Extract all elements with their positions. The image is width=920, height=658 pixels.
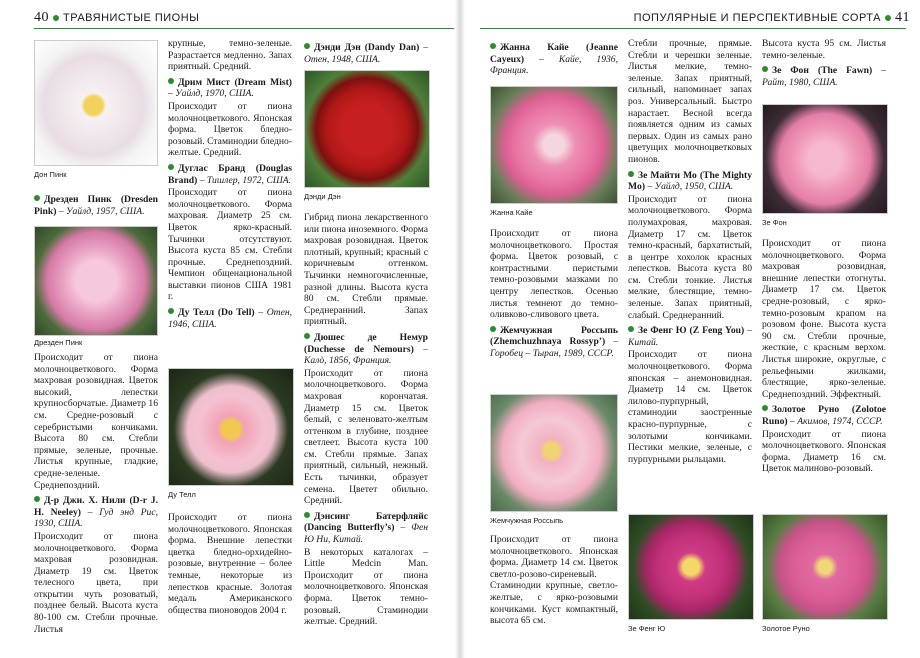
caption-ze-fon: Зе Фон — [762, 218, 787, 227]
photo-du-tell — [168, 368, 294, 486]
column-1 — [34, 190, 158, 218]
column-5 — [628, 38, 752, 469]
photo-dresden-pink — [34, 226, 158, 336]
caption-du-tell: Ду Телл — [168, 490, 196, 499]
header-dot-icon — [53, 15, 59, 21]
column-4 — [490, 38, 618, 78]
column-4-text-2 — [490, 534, 618, 631]
caption-zhemchuzhnaya: Жемчужная Россыпь — [490, 516, 564, 525]
entry-text-dream-mist: Происходит от пиона молочноцветкового. Японская форма. Цветок бледно-розовый. Стаминодии бледно-желтые. Средний. — [168, 100, 292, 159]
entry-text-nemours: Происходит от пиона молочноцветкового. Форма махровая корончатая. Диаметр 15 см. Цветок белый, с зеленовато-желтым оттенком в глубине, позднее светлеет. Высота куста 100 см. Стебли прямые. Запах приятный, сильный, нежный. Есть тычинки, образует семена. Цветет обильно. Средний. — [304, 367, 428, 507]
entry-text-neeley: Происходит от пиона молочноцветкового. Форма махровая розовидная. Диаметр 19 см. Цветок телесного цвета, при открытии чуть розоватый, позднее белый. Высота куста 80-100 см. Стебли прочные. Листья — [34, 530, 158, 635]
bullet-icon — [304, 43, 310, 49]
entry-title-douglas: Дуглас Бранд (Douglas Brand) – Тишлер, 1972, США. — [168, 162, 292, 186]
caption-zolotoe-runo: Золотое Руно — [762, 624, 810, 633]
header-dot-icon — [885, 15, 891, 21]
left-header-rule — [34, 28, 454, 29]
caption-dandy-dan: Дэнди Дэн — [304, 192, 341, 201]
caption-ze-feng-yu: Зе Фенг Ю — [628, 624, 666, 633]
entry-text-feng-you: Происходит от пиона молочноцветкового. Форма японская – анемоновидная. Диаметр 14 см. Цветок лилово-пурпурный, стаминодии заостренные красно-пурпурные, с золотыми кончиками. Пестики мелкие, зеленые, с пурпурными рыльцами. — [628, 349, 752, 465]
entry-text-zolotoe-runo: Происходит от пиона молочноцветкового. Японская форма. Диаметр 16 см. Цветок малиново-розовый. — [762, 428, 886, 475]
caption-jeanne-cayeux: Жанна Кайе — [490, 208, 533, 217]
column-2 — [168, 38, 292, 331]
bullet-icon — [168, 308, 174, 314]
photo-ze-fon — [762, 104, 888, 214]
left-page-number: 40 — [34, 10, 49, 25]
left-section-title: ТРАВЯНИСТЫЕ ПИОНЫ — [63, 12, 200, 24]
bullet-icon — [628, 171, 634, 177]
column-3 — [304, 38, 428, 66]
entry-text-du-tell: Происходит от пиона молочноцветкового. Японская форма. Внешние лепестки цветка бледно-орхидейно-розовые, внутренние – более темные, некоторые из лепестков красные. Золотая медаль Американского общества пионоводов 2004 г. — [168, 512, 292, 616]
entry-title-neeley: Д-р Джи. Х. Нили (D-r J. H. Neeley) – Гуд энд Рис, 1930, США. — [34, 495, 159, 530]
bullet-icon — [34, 496, 40, 502]
entry-text-douglas: Происходит от пиона молочноцветкового. Форма махровая. Диаметр 25 см. Цветок ярко-красный. Тычинки отсутствуют. Высота куста 85 см. Стебли прочные. Среднепоздний. Чемпион общенациональной выставки пионов США 1981 г. — [168, 187, 292, 303]
entry-text-dandy-dan: Гибрид пиона лекарственного или пиона иноземного. Форма махровая розовидная. Цветок плотный, крупный; красный с коричневым оттенком. Тычинки немногочисленные, разной длины. Высота куста 80 см. Стебли прямые. Среднеранний. Запах приятный. — [304, 212, 429, 328]
bullet-icon — [168, 78, 174, 84]
right-page-header — [634, 10, 910, 26]
column-1-text — [34, 352, 158, 639]
photo-don-pink — [34, 40, 158, 166]
entry-title-dandy-dan: Дэнди Дэн (Dandy Dan) – Отен, 1948, США. — [304, 42, 428, 65]
entry-title-zolotoe-runo: Золотое Руно (Zolotoe Runo) – Акимов, 1974, СССР. — [762, 404, 886, 427]
entry-text-pearl: Происходит от пиона молочноцветкового. Японская форма. Диаметр 14 см. Цветок светло-розово-сиреневый. Стаминодии крупные, светло-желтые, с ярко-розовыми кончиками. Куст компактный, высота 65 см. — [490, 534, 618, 627]
bullet-icon — [762, 405, 768, 411]
photo-dandy-dan — [304, 70, 430, 188]
right-header-rule — [480, 28, 906, 29]
entry-text-dancing-butterfly: В некоторых каталогах – Little Medcin Man. Происходит от пиона молочноцветкового. Японская форма. Цветок темно-розовый. Стаминодии желтые. Средний. — [304, 546, 428, 628]
column-6 — [762, 38, 886, 89]
entry-title-pearl: Жемчужная Россыпь (Zhemchuzhnaya Rossyp’) – Горобец – Тыран, 1989, СССР. — [490, 324, 618, 359]
photo-zolotoe-runo — [762, 514, 888, 620]
column-4-text — [490, 228, 618, 361]
caption-dresden-pink: Дрезден Пинк — [34, 338, 83, 347]
entry-title-nemours: Дюшес де Немур (Duchesse de Nemours) – Калò, 1856, Франция. — [304, 331, 428, 367]
column-2-text — [168, 512, 292, 620]
bullet-icon — [490, 43, 496, 49]
entry-text-continued: Высота куста 95 см. Листья темно-зеленые. — [762, 38, 886, 61]
right-page — [460, 0, 920, 658]
column-6-text — [762, 238, 886, 479]
entry-text-continued: Стебли прочные, прямые. Стебли и черешки зеленые. Листья мелкие, темно-зеленые. Запах приятный, сильный, напоминает запах роз. Универсальный. Быстро нарастает. Весной всегда появляется одним из самых первых. Один из самых рано цветущих молочноцветковых пионов. — [628, 38, 752, 165]
bullet-icon — [762, 66, 768, 72]
entry-text-continued: крупные, темно-зеленые. Разрастается медленно. Запах приятный. Средний. — [168, 38, 292, 73]
entry-text-fawn: Происходит от пиона молочноцветкового. Форма махровая розовидная, внешние лепестки отогнуты. Диаметр 17 см. Цветок средне-розовый, с ярко-темно-розовым крапом на розовом фоне. Высота куста 90 см. Стебли прочные, жесткие, с красным верхом. Листья широкие, округлые, с рельефными жилками, блестящие, ярко-зеленые. Среднепоздний. Эффектный. — [762, 238, 886, 400]
bullet-icon — [490, 326, 496, 332]
bullet-icon — [168, 164, 174, 170]
left-page-header — [34, 10, 199, 26]
caption-don-pink: Дон Пинк — [34, 170, 67, 179]
right-section-title: ПОПУЛЯРНЫЕ И ПЕРСПЕКТИВНЫЕ СОРТА — [633, 12, 881, 24]
entry-title-mighty-mo: Зе Майти Мо (The Mighty Mo) – Уайлд, 1950, США. — [628, 169, 752, 193]
entry-title-dresden: Дрезден Пинк (Dresden Pink) – Уайлд, 1957, США. — [34, 194, 158, 217]
photo-ze-feng-yu — [628, 514, 754, 620]
entry-text-jeanne: Происходит от пиона молочноцветкового. Простая форма. Цветок розовый, с контрастными перистыми темно-розовыми мазками по центру лепестков. Осенью листья темнеют до темно-оливково-сливового цвета. — [490, 228, 618, 321]
bullet-icon — [628, 326, 634, 332]
entry-title-fawn: Зе Фон (The Fawn) – Райт, 1980, США. — [762, 65, 886, 88]
entry-text-mighty-mo: Происходит от пиона молочноцветкового. Форма полумахровая, махровая. Диаметр 17 см. Цветок темно-красный, бархатистый, в центре хохолок красных лепестков. Высота куста 80 см. Стебли тонкие. Листья мелкие, блестящие, темно-зеленые. Запах приятный, слабый. Среднеранний. — [628, 193, 752, 321]
entry-title-jeanne: Жанна Кайе (Jeanne Cayeux) – Кайе, 1936, Франция. — [490, 42, 618, 77]
column-3-text — [304, 212, 428, 632]
entry-title-feng-you: Зе Фенг Ю (Z Feng You) – Китай. — [628, 325, 752, 348]
bullet-icon — [304, 512, 310, 518]
bullet-icon — [304, 333, 310, 339]
photo-jeanne-cayeux — [490, 86, 618, 204]
entry-title-dancing-butterfly: Дэнсинг Батерфляйс (Dancing Butterfly’s) – Фен Ю Ни, Китай. — [304, 510, 428, 546]
entry-title-du-tell: Ду Телл (Do Tell) – Отен, 1946, США. — [168, 307, 293, 330]
right-page-number: 41 — [895, 10, 910, 25]
entry-title-dream-mist: Дрим Мист (Dream Mist) – Уайлд, 1970, США. — [168, 76, 292, 100]
entry-text-dresden: Происходит от пиона молочноцветкового. Форма махровая розовидная. Цветок высокий, лепестки крупносборчатые. Диаметр 16 см. Средне-розовый с серебристыми кончиками. Высота 80 см. Стебли прямые, зеленые, прочные. Листья крупные, гладкие, средне-зеленые. Среднепоздний. — [34, 352, 158, 491]
photo-zhemchuzhnaya — [490, 394, 618, 512]
bullet-icon — [34, 195, 40, 201]
